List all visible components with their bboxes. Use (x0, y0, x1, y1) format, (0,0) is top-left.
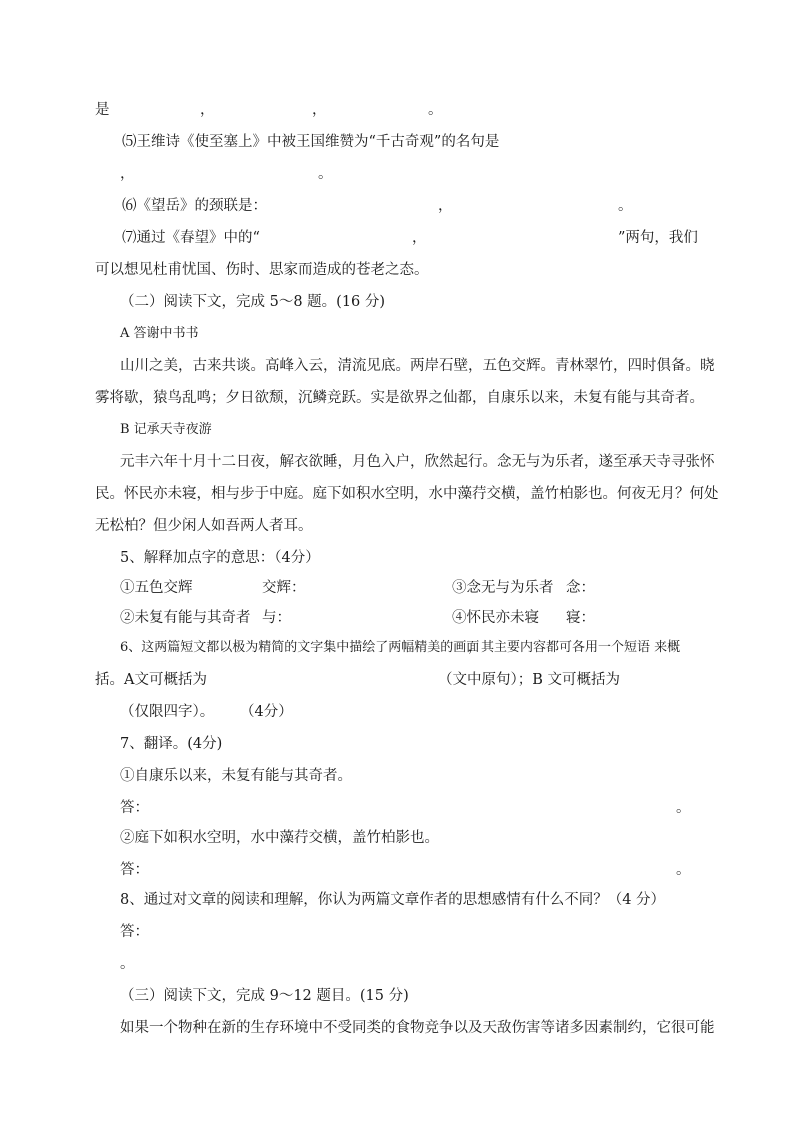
question-8: 8、通过对文章的阅读和理解，你认为两篇文章作者的思想感情有什么不同？（4 分） (120, 892, 666, 908)
period: 。 (676, 800, 691, 816)
question-item-6: ⑹《望岳》的颈联是： (122, 198, 267, 214)
answer-label: 答： (120, 862, 149, 878)
q5-item-b: ②未复有能与其奇者 (120, 610, 251, 626)
question-item-5: ⑸王维诗《使至塞上》中被王国维赞为“千古奇观”的名句是 (122, 134, 500, 150)
period: 。 (428, 102, 443, 118)
period: 。 (618, 198, 633, 214)
q5-item-d: ④怀民亦未寝 (452, 610, 539, 626)
passage-a-line: 山川之美，古来共谈。高峰入云，清流见底。两岸石壁，五色交辉。青林翠竹，四时俱备。晓 (120, 358, 715, 374)
question-6-line2b: （文中原句）；B 文可概括为 (438, 672, 621, 688)
q7-item-2: ②庭下如积水空明，水中藻荇交横，盖竹柏影也。 (120, 830, 439, 846)
q5-item-c-answer: 念： (566, 580, 595, 596)
q5-item-b-answer: 与： (262, 610, 291, 626)
passage-line: 如果一个物种在新的生存环境中不受同类的食物竞争以及天敌伤害等诸多因素制约，它很可能 (120, 1020, 715, 1036)
comma: ， (412, 230, 427, 246)
passage-b-title: B 记承天寺夜游 (120, 422, 212, 437)
question-6-line2: 括。A文可概括为 (95, 672, 207, 688)
answer-line-lead: 是 (95, 102, 110, 118)
passage-b-line: 无松柏？但少闲人如吾两人者耳。 (95, 518, 313, 534)
section-heading: （二）阅读下文，完成 5～8 题。(16 分) (120, 294, 386, 310)
q5-item-a-answer: 交辉： (262, 580, 306, 596)
answer-label: 答： (120, 924, 149, 940)
question-5: 5、解释加点字的意思：（4分） (120, 550, 320, 566)
passage-a-title: A 答谢中书书 (120, 326, 199, 341)
section-heading: （三）阅读下文，完成 9～12 题目。(15 分) (120, 988, 409, 1004)
passage-a-line: 雾将歇，猿鸟乱鸣；夕日欲颓，沉鳞竞跃。实是欲界之仙都，自康乐以来，未复有能与其奇者。 (95, 390, 704, 406)
comma: ， (438, 198, 453, 214)
comma: ， (312, 102, 327, 118)
passage-b-line: 元丰六年十月十二日夜，解衣欲睡，月色入户，欣然起行。念无与为乐者，遂至承天寺寻张怀 (120, 454, 715, 470)
question-6-line3: （仅限四字）。 (120, 704, 215, 720)
period: 。 (120, 956, 135, 972)
q5-item-a: ①五色交辉 (120, 580, 193, 596)
q5-item-c: ③念无与为乐者 (452, 580, 554, 596)
q7-item-1: ①自康乐以来，未复有能与其奇者。 (120, 768, 352, 784)
passage-b-line: 民。怀民亦未寝，相与步于中庭。庭下如积水空明，水中藻荇交横，盖竹柏影也。何夜无月？何处 (95, 486, 719, 502)
question-7: 7、翻译。(4分) (120, 736, 223, 752)
q5-item-d-answer: 寝： (566, 610, 595, 626)
period: 。 (676, 862, 691, 878)
quote-close: ”两句，我们 (618, 230, 698, 246)
question-6: 6、这两篇短文都以极为精简的文字集中描绘了两幅精美的画面 (120, 640, 480, 655)
question-item-7-cont: 可以想见杜甫忧国、伤时、思家而造成的苍老之态。 (95, 262, 429, 278)
comma: ， (200, 102, 215, 118)
period: 。 (318, 166, 333, 182)
answer-label: 答： (120, 800, 149, 816)
question-item-7: ⑺通过《春望》中的“ (122, 230, 260, 246)
question-6-score: （4分） (240, 704, 293, 720)
question-6-cont: ，其主要内容都可各用一个短语 来概 (468, 640, 681, 655)
comma: ， (120, 166, 135, 182)
